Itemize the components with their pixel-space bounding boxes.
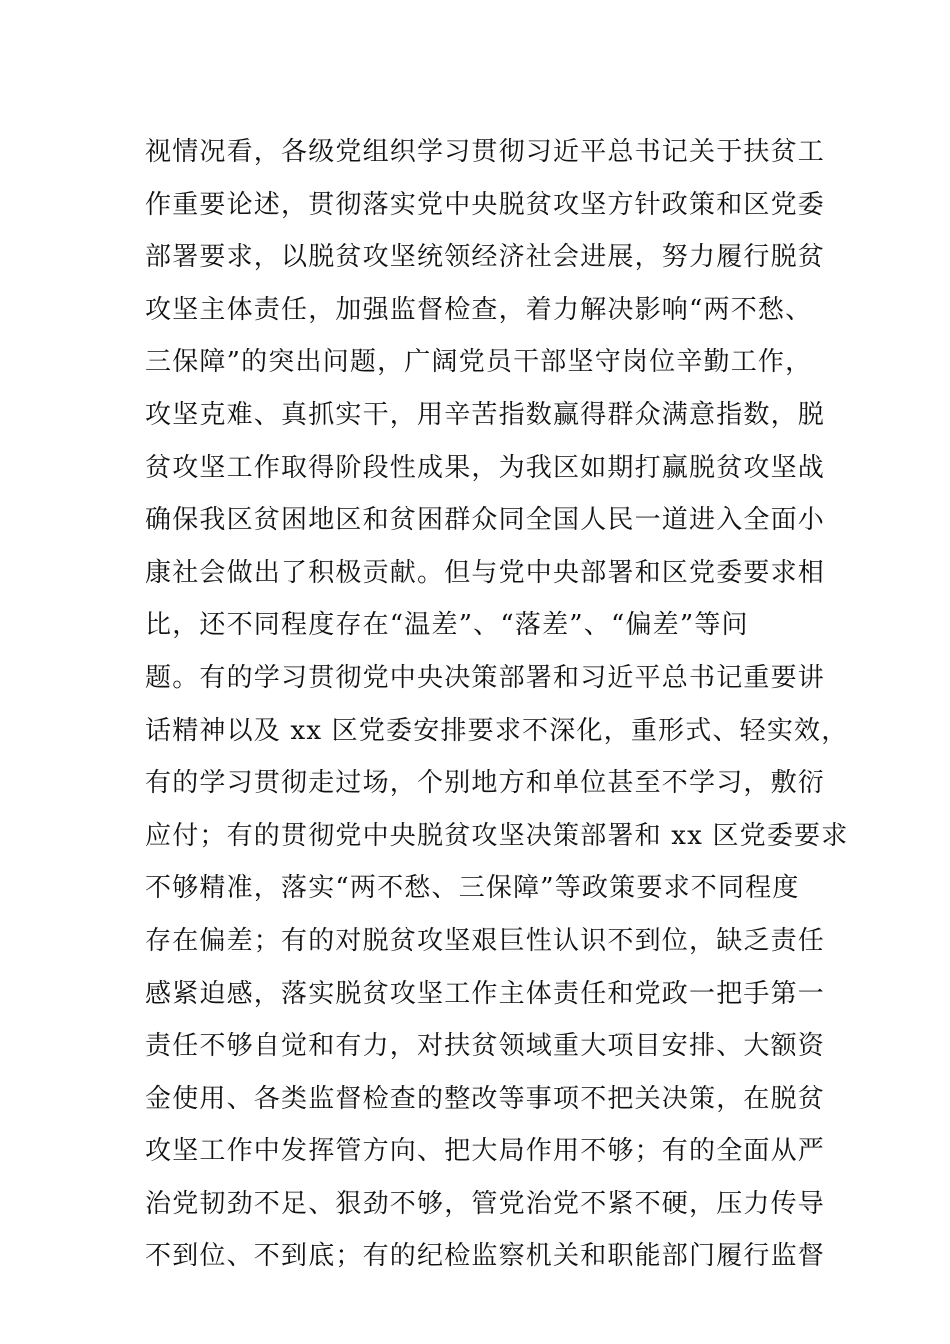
text-line: 比，还不同程度存在“温差”、“落差”、“偏差”等问 bbox=[145, 610, 749, 641]
text-line: 金使用、各类监督检查的整改等事项不把关决策，在脱贫 bbox=[145, 1083, 826, 1114]
text-line: 责任不够自觉和有力，对扶贫领域重大项目安排、大额资 bbox=[145, 1031, 826, 1062]
text-line: 确保我区贫困地区和贫困群众同全国人民一道进入全面小 bbox=[145, 505, 826, 536]
body-text bbox=[145, 126, 849, 1283]
text-line: 不到位、不到底；有的纪检监察机关和职能部门履行监督 bbox=[145, 1241, 826, 1272]
text-line: 康社会做出了积极贡献。但与党中央部署和区党委要求相 bbox=[145, 557, 826, 588]
text-line: 感紧迫感，落实脱贫攻坚工作主体责任和党政一把手第一 bbox=[145, 978, 826, 1009]
text-line: 攻坚主体责任，加强监督检查，着力解决影响“两不愁、 bbox=[145, 294, 813, 325]
text-line: 作重要论述，贯彻落实党中央脱贫攻坚方针政策和区党委 bbox=[145, 189, 826, 220]
text-line: 三保障”的突出问题，广阔党员干部坚守岗位辛勤工作， bbox=[145, 347, 813, 378]
text-line: 部署要求，以脱贫攻坚统领经济社会进展，努力履行脱贫 bbox=[145, 242, 826, 273]
text-line: 攻坚克难、真抓实干，用辛苦指数赢得群众满意指数，脱 bbox=[145, 399, 826, 430]
text-line: 应付；有的贯彻党中央脱贫攻坚决策部署和 xx 区党委要求 bbox=[145, 820, 849, 851]
text-line: 贫攻坚工作取得阶段性成果，为我区如期打赢脱贫攻坚战 bbox=[145, 452, 826, 483]
text-line: 治党韧劲不足、狠劲不够，管党治党不紧不硬，压力传导 bbox=[145, 1188, 826, 1219]
text-line: 不够精准，落实“两不愁、三保障”等政策要求不同程度 bbox=[145, 873, 800, 904]
text-line: 存在偏差；有的对脱贫攻坚艰巨性认识不到位，缺乏责任 bbox=[145, 925, 826, 956]
text-line: 有的学习贯彻走过场，个别地方和单位甚至不学习，敷衍 bbox=[145, 768, 826, 799]
text-line: 话精神以及 xx 区党委安排要求不深化，重形式、轻实效， bbox=[145, 715, 849, 746]
text-line: 题。有的学习贯彻党中央决策部署和习近平总书记重要讲 bbox=[145, 662, 826, 693]
text-line: 视情况看，各级党组织学习贯彻习近平总书记关于扶贫工 bbox=[145, 137, 826, 167]
text-line: 攻坚工作中发挥管方向、把大局作用不够；有的全面从严 bbox=[145, 1136, 826, 1167]
